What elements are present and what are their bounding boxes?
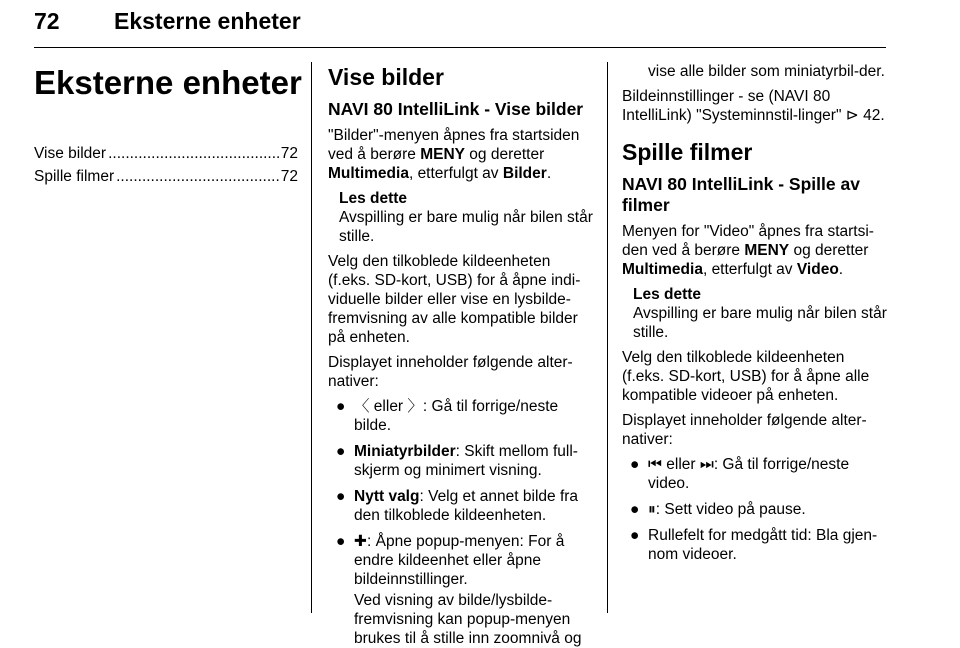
section-title-spille-filmer: Spille filmer xyxy=(622,139,753,165)
column-divider-1 xyxy=(311,62,312,613)
toc-entry-spille-filmer[interactable] xyxy=(34,167,298,186)
list-item: ● Nytt valg: Velg et annet bilde fra den tilkoblede kildeenheten. xyxy=(336,488,579,524)
note-box xyxy=(633,285,888,342)
toc-leader-dots xyxy=(116,167,279,186)
paragraph-options: Displayet inneholder følgende alter-nativer: xyxy=(622,412,867,448)
plus-icon: ✚ xyxy=(354,533,367,550)
bullet-icon: ● xyxy=(630,527,640,544)
options-list xyxy=(622,455,888,564)
bullet-icon: ● xyxy=(336,398,346,415)
continuation-text: Ved visning av bilde/lysbilde-fremvisning kan popup-menyen brukes til å stille inn zoomnivå og xyxy=(354,592,582,647)
vise-bilder-column xyxy=(328,62,594,648)
spille-filmer-column xyxy=(622,62,888,571)
note-box xyxy=(339,189,594,246)
chapter-column xyxy=(34,62,302,190)
settings-reference: Bildeinnstillinger - se (NAVI 80 IntelliLink) "Systeminnstil-linger" ⊳ 42. xyxy=(622,88,885,124)
note-text: Avspilling er bare mulig når bilen står stille. xyxy=(339,209,593,245)
toc-page: 72 xyxy=(280,168,298,185)
skip-next-icon: ⏭ xyxy=(699,456,714,473)
continuation-text: vise alle bilder som miniatyrbil-der. xyxy=(648,63,885,80)
page-number: 72 xyxy=(34,8,60,34)
bullet-icon: ● xyxy=(630,456,640,473)
list-item: ● ⏮ eller ⏭: Gå til forrige/neste video. xyxy=(630,456,850,492)
reference-arrow-icon: ⊳ xyxy=(845,107,859,124)
list-item: ● Rullefelt for medgått tid: Bla gjen-nom videoer. xyxy=(630,527,878,563)
skip-previous-icon: ⏮ xyxy=(648,456,662,473)
bullet-icon: ● xyxy=(336,488,346,505)
toc-label: Vise bilder xyxy=(34,145,107,162)
note-text: Avspilling er bare mulig når bilen står stille. xyxy=(633,305,887,341)
bullet-icon: ● xyxy=(336,443,346,460)
paragraph-source: Velg den tilkoblede kildeenheten (f.eks. SD-kort, USB) for å åpne alle kompatible videoer på enheten. xyxy=(622,349,870,404)
bullet-icon: ● xyxy=(630,501,640,518)
intro-paragraph: Menyen for "Video" åpnes fra startsi-den ved å berøre MENY og deretter Multimedia, etterfulgt av Video. xyxy=(622,223,874,278)
paragraph-options: Displayet inneholder følgende alter-nativer: xyxy=(328,354,573,390)
list-item: ● ⏸: Sett video på pause. xyxy=(630,501,806,518)
list-item: ● ✚: Åpne popup-menyen: For å endre kildeenhet eller åpne bildeinnstillinger. xyxy=(336,533,565,588)
toc-page: 72 xyxy=(280,145,298,162)
list-item: ● 〈 eller 〉: Gå til forrige/neste bilde. xyxy=(336,398,559,434)
toc-label: Spille filmer xyxy=(34,168,115,185)
toc-leader-dots xyxy=(108,144,279,163)
bullet-icon: ● xyxy=(336,533,346,550)
toc-entry-vise-bilder[interactable] xyxy=(34,144,298,163)
options-list xyxy=(328,397,594,589)
subsection-title: NAVI 80 IntelliLink - Spille av filmer xyxy=(622,174,860,215)
running-header: Eksterne enheter xyxy=(114,8,301,34)
chapter-title: Eksterne enheter xyxy=(34,64,302,101)
pause-icon: ⏸ xyxy=(648,501,656,518)
note-title: Les dette xyxy=(633,286,702,303)
intro-paragraph: "Bilder"-menyen åpnes fra startsiden ved å berøre MENY og deretter Multimedia, etterfulgt av Bilder. xyxy=(328,127,580,182)
list-item: ● Miniatyrbilder: Skift mellom full-skjerm og minimert visning. xyxy=(336,443,578,479)
section-title-vise-bilder: Vise bilder xyxy=(328,64,444,90)
column-divider-2 xyxy=(607,62,608,613)
paragraph-source: Velg den tilkoblede kildeenheten (f.eks. SD-kort, USB) for å åpne indi-viduelle bilder eller vise en lysbilde-fremvisning av alle kompatible bilder på enheten. xyxy=(328,253,581,346)
header-rule xyxy=(34,47,886,48)
note-title: Les dette xyxy=(339,190,408,207)
subsection-title: NAVI 80 IntelliLink - Vise bilder xyxy=(328,99,584,119)
